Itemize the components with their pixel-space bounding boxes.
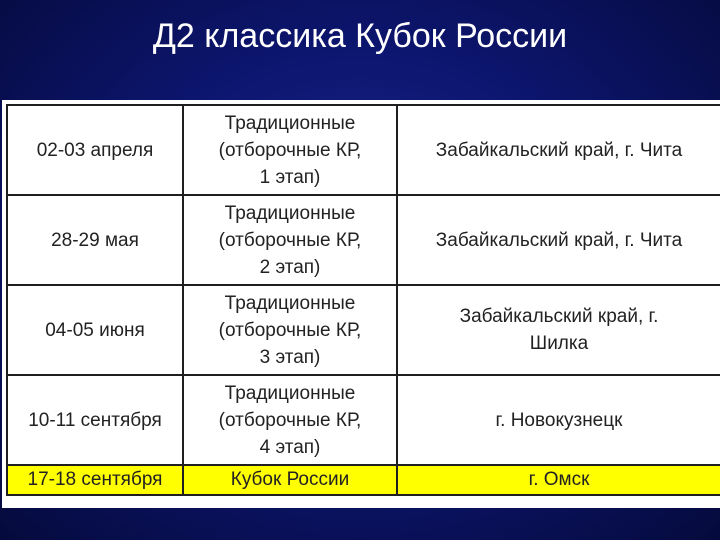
event-type-line: Кубок России xyxy=(230,469,350,490)
event-type-line: (отборочные КР, xyxy=(218,319,362,341)
location-line: Шилка xyxy=(529,333,589,354)
location-cell xyxy=(397,465,720,495)
event-type-line: Традиционные xyxy=(224,292,356,314)
date-cell xyxy=(7,105,183,195)
event-type-line: 4 этап) xyxy=(259,436,321,458)
location-line: Забайкальский край, г. xyxy=(459,306,659,327)
location-line: г. Омск xyxy=(528,469,590,490)
date-cell xyxy=(7,375,183,465)
event-type-cell xyxy=(183,465,397,495)
date-text: 28-29 мая xyxy=(51,229,139,251)
table-row-highlighted xyxy=(7,465,720,495)
event-type-line: Традиционные xyxy=(224,202,356,224)
location-cell xyxy=(397,195,720,285)
location-cell xyxy=(397,105,720,195)
event-type-line: 3 этап) xyxy=(259,346,321,368)
location-line: Забайкальский край, г. Чита xyxy=(435,139,683,161)
table-row xyxy=(7,195,720,285)
event-type-line: Традиционные xyxy=(224,112,356,134)
date-cell xyxy=(7,195,183,285)
event-type-line: (отборочные КР, xyxy=(218,229,362,251)
event-type-cell xyxy=(183,195,397,285)
date-text: 04-05 июня xyxy=(45,319,145,341)
event-type-line: 1 этап) xyxy=(259,166,321,188)
location-cell xyxy=(397,285,720,375)
slide-title: Д2 классика Кубок России xyxy=(152,17,568,55)
date-cell xyxy=(7,465,183,495)
event-type-cell xyxy=(183,105,397,195)
date-text: 02-03 апреля xyxy=(36,139,154,161)
event-type-line: Традиционные xyxy=(224,382,356,404)
event-type-line: (отборочные КР, xyxy=(218,409,362,431)
location-cell xyxy=(397,375,720,465)
date-text: 10-11 сентября xyxy=(28,409,162,431)
table-row xyxy=(7,375,720,465)
schedule-table-container xyxy=(2,100,720,508)
location-line: г. Новокузнецк xyxy=(495,409,623,431)
date-cell xyxy=(7,285,183,375)
table-row xyxy=(7,285,720,375)
table-row xyxy=(7,105,720,195)
event-type-line: (отборочные КР, xyxy=(218,139,362,161)
schedule-table xyxy=(6,104,720,496)
location-line: Забайкальский край, г. Чита xyxy=(435,229,683,251)
event-type-cell xyxy=(183,375,397,465)
event-type-cell xyxy=(183,285,397,375)
date-text: 17-18 сентября xyxy=(27,469,163,490)
event-type-line: 2 этап) xyxy=(259,256,321,278)
